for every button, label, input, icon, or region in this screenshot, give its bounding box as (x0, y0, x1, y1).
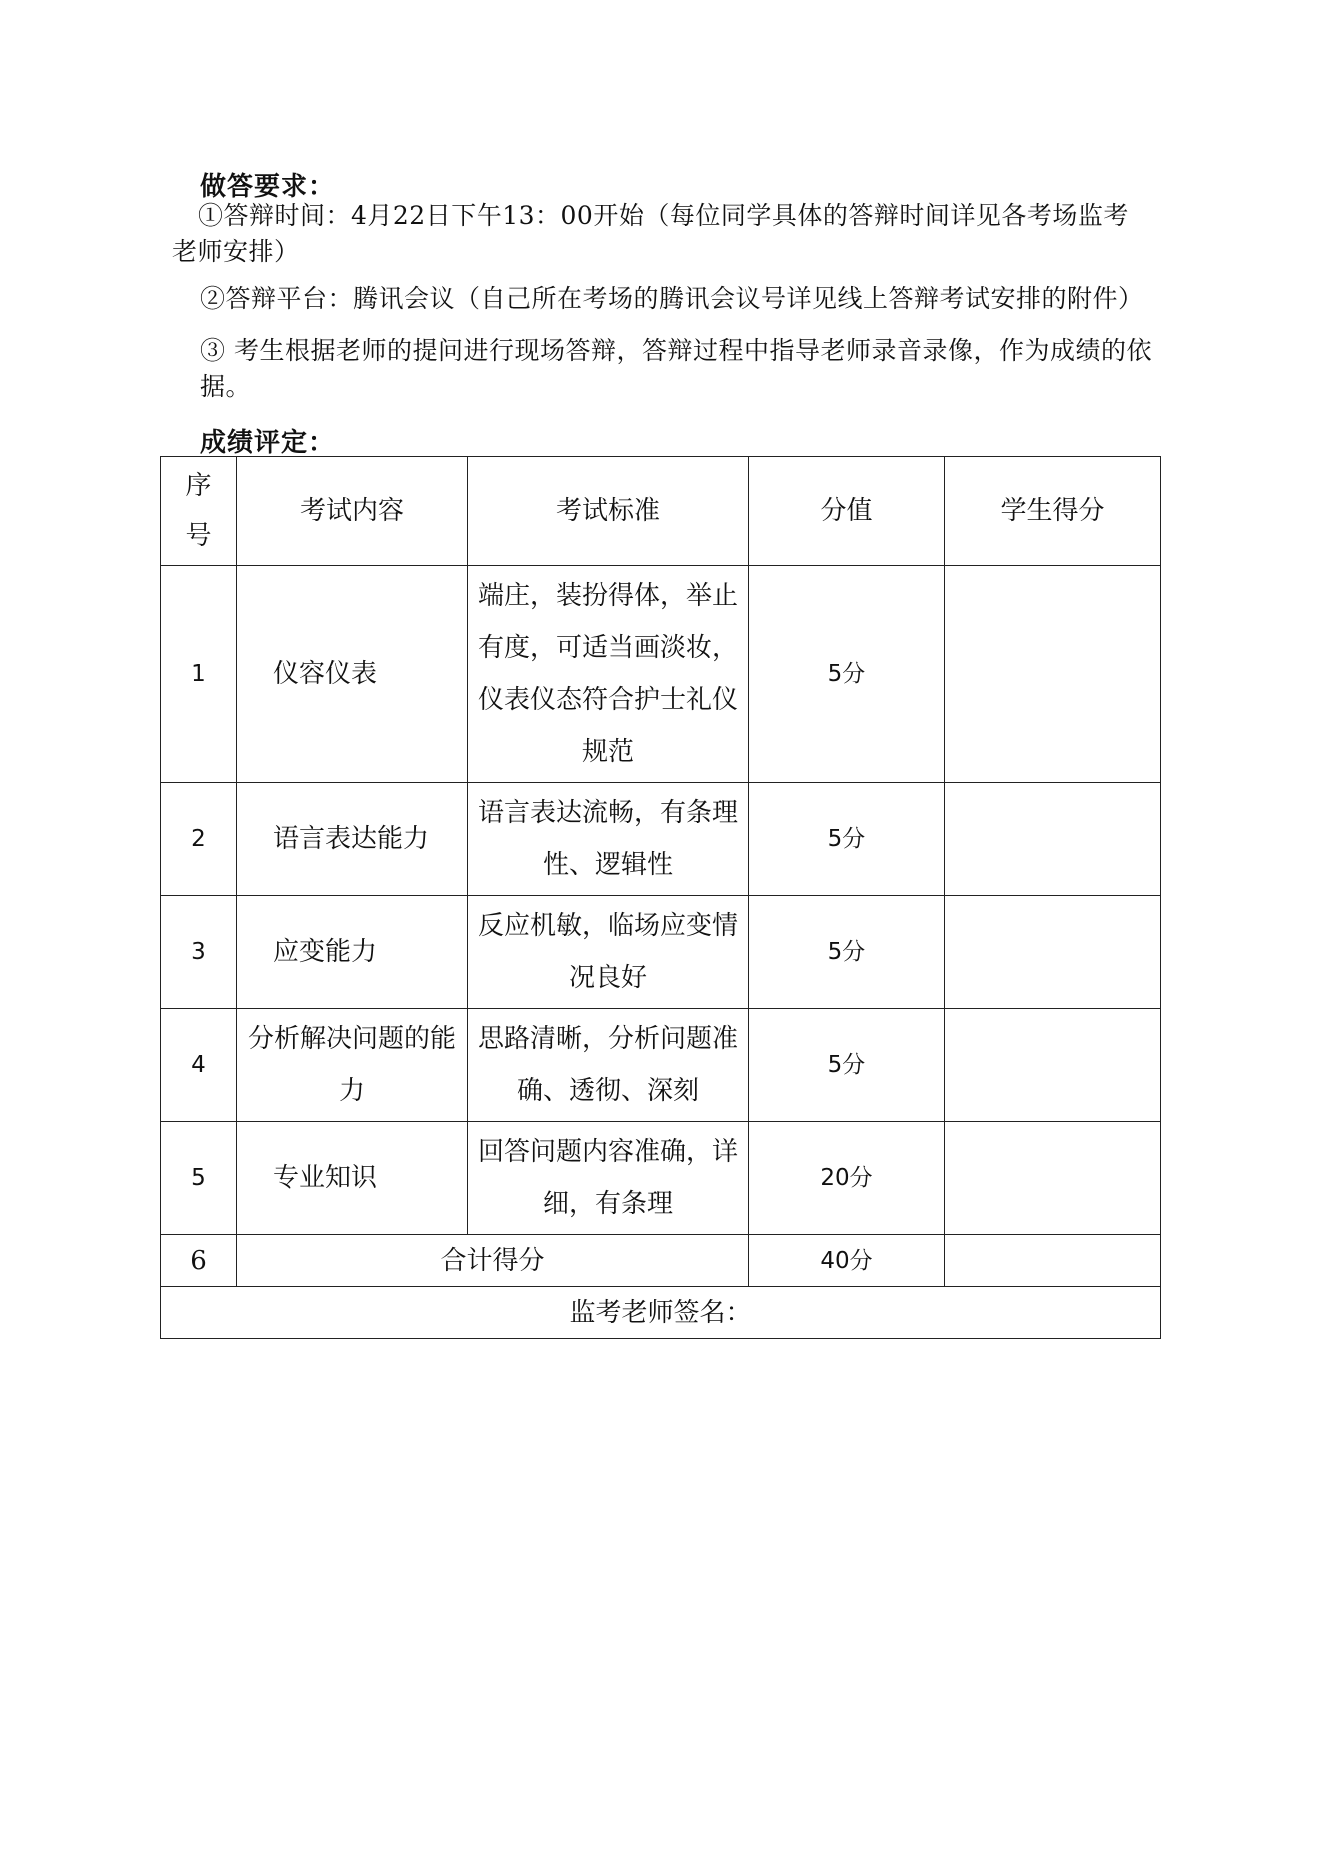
row-index: 4 (161, 1009, 237, 1122)
row-content: 语言表达能力 (237, 783, 468, 896)
total-student-score[interactable] (945, 1235, 1161, 1287)
table-row (161, 783, 1161, 896)
signature-row (161, 1287, 1161, 1339)
signature-label[interactable]: 监考老师签名： (161, 1287, 1161, 1339)
row-score: 5分 (749, 1009, 945, 1122)
row-standard: 思路清晰，分析问题准确、透彻、深刻 (468, 1009, 749, 1122)
row-standard: 语言表达流畅，有条理性、逻辑性 (468, 783, 749, 896)
header-content: 考试内容 (237, 457, 468, 566)
total-index: 6 (161, 1235, 237, 1287)
requirement-item-2: ②答辩平台：腾讯会议（自己所在考场的腾讯会议号详见线上答辩考试安排的附件） (200, 284, 1144, 313)
row-content: 专业知识 (237, 1122, 468, 1235)
row-score: 5分 (749, 566, 945, 783)
requirement-item-1: ①答辩时间：4月22日下午13：00开始（每位同学具体的答辩时间详见各考场监考老师安排） (172, 201, 1129, 266)
table-header-row (161, 457, 1161, 566)
row-content: 分析解决问题的能力 (237, 1009, 468, 1122)
header-student-score: 学生得分 (945, 457, 1161, 566)
row-content: 应变能力 (237, 896, 468, 1009)
total-label: 合计得分 (237, 1235, 749, 1287)
requirements-title: 做答要求： (200, 172, 336, 202)
header-index: 序号 (161, 457, 237, 566)
total-score: 40分 (749, 1235, 945, 1287)
row-standard: 回答问题内容准确，详细，有条理 (468, 1122, 749, 1235)
row-content: 仪容仪表 (237, 566, 468, 783)
row-student-score[interactable] (945, 566, 1161, 783)
row-index: 5 (161, 1122, 237, 1235)
table-row (161, 1009, 1161, 1122)
table-row (161, 896, 1161, 1009)
table-row (161, 1122, 1161, 1235)
table-row (161, 566, 1161, 783)
row-student-score[interactable] (945, 1009, 1161, 1122)
row-standard: 反应机敏，临场应变情况良好 (468, 896, 749, 1009)
row-student-score[interactable] (945, 896, 1161, 1009)
total-row (161, 1235, 1161, 1287)
row-student-score[interactable] (945, 783, 1161, 896)
row-standard: 端庄，装扮得体，举止有度，可适当画淡妆，仪表仪态符合护士礼仪规范 (468, 566, 749, 783)
grading-title: 成绩评定： (200, 428, 336, 458)
header-score: 分值 (749, 457, 945, 566)
row-score: 5分 (749, 896, 945, 1009)
row-score: 20分 (749, 1122, 945, 1235)
row-index: 3 (161, 896, 237, 1009)
row-index: 2 (161, 783, 237, 896)
row-student-score[interactable] (945, 1122, 1161, 1235)
grading-table (160, 456, 1161, 1339)
requirement-item-3: ③ 考生根据老师的提问进行现场答辩，答辩过程中指导老师录音录像，作为成绩的依据。 (200, 336, 1152, 401)
row-index: 1 (161, 566, 237, 783)
header-standard: 考试标准 (468, 457, 749, 566)
row-score: 5分 (749, 783, 945, 896)
